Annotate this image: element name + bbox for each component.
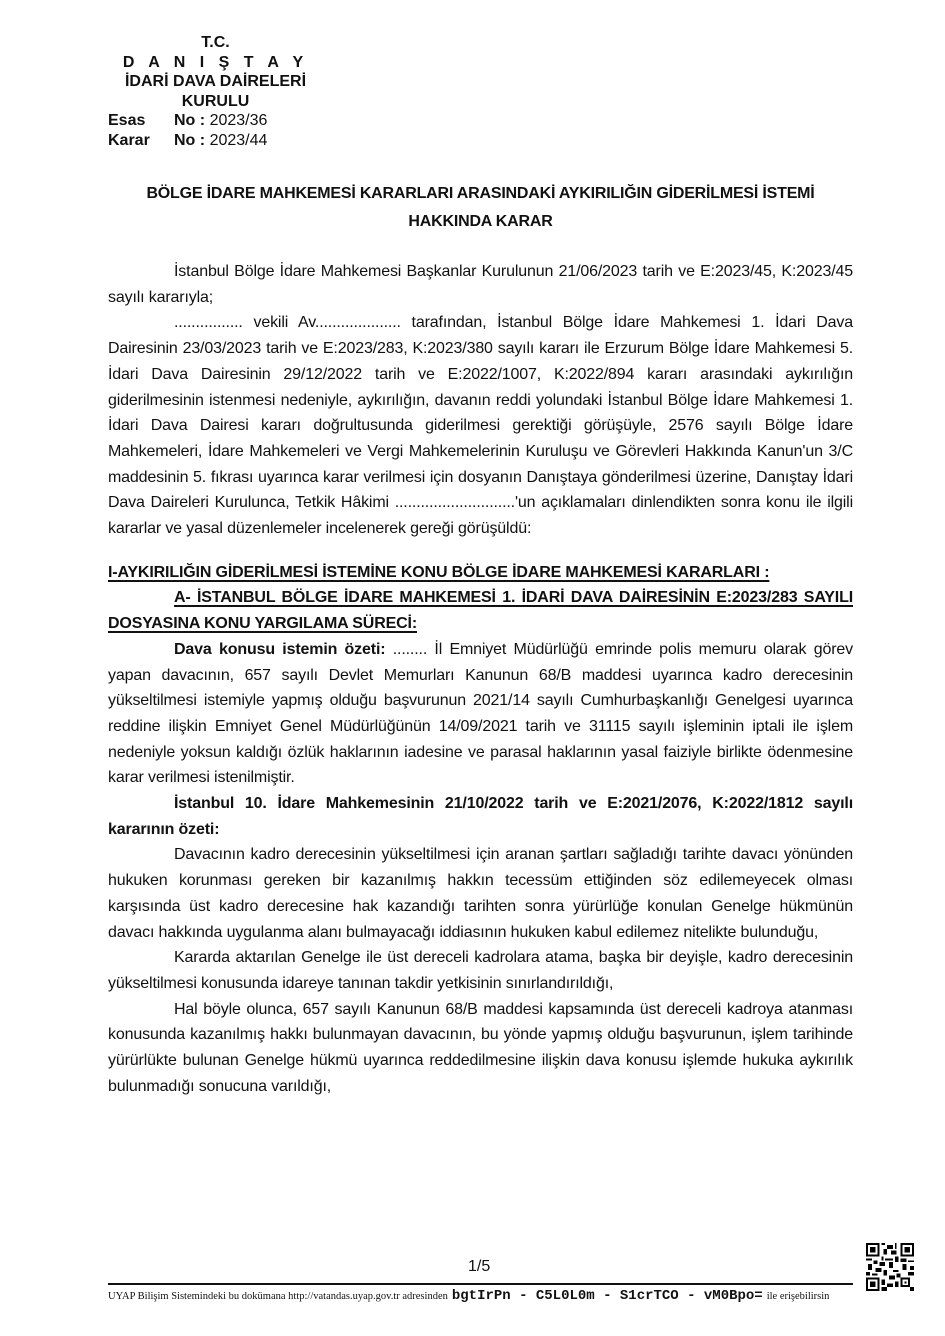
section-heading-1: I-AYKIRILIĞIN GİDERİLMESİ İSTEMİNE KONU BÖLGE İDARE MAHKEMESİ KARARLARI :	[108, 563, 770, 581]
header-board: KURULU	[181, 92, 250, 110]
esas-no-label: No :	[174, 112, 206, 129]
karar-no-label: No :	[174, 131, 206, 149]
footer-text-end: ile erişebilirsin	[766, 1291, 830, 1302]
esas-value: 2023/36	[209, 112, 268, 129]
paragraph-reasoning-3: Hal böyle olunca, 657 sayılı Kanunun 68/B maddesi kapsamında üst dereceli kadroya atanması konusunda kazanılmış hakkı bulunmayan davacının, bu yönde yapmış olduğu başvurunun, işlem tarihinde yürürlükte bulunan Genelge hükmü uyarınca reddedilmesine ilişkin dava konusu işlemde hukuka aykırılık bulunmadığı sonucuna varıldığı,	[108, 1000, 853, 1095]
paragraph-reasoning-1: Davacının kadro derecesinin yükseltilmesi için aranan şartları sağladığı tarihte davacı yönünden hukuken korunması gereken bir kazanılmış hakkın tecessüm ettiğinden söz edilemeyecek olması karşısında üst kadro derecesine hak kazandığı tarihten sonra yürürlüğe konulan Genelge hükmünün davacı hakkında uygulanma alanı bulmayacağı iddiasının hukuken kabul edilemez nitelikte bulunduğu,	[108, 846, 853, 941]
claim-summary-text: ........ İl Emniyet Müdürlüğü emrinde polis memuru olarak görev yapan davacının, 657 sayılı Devlet Memurları Kanunun 68/B maddesi uyarınca kadro derecesinin yükseltilmesi istemiyle yapmış olduğu başvurunun 2021/14 sayılı Cumhurbaşkanlığı Genelgesi uyarınca reddine ilişkin Emniyet Genel Müdürlüğünün 14/09/2021 tarih ve 31115 sayılı işleminin iptali ile işlem nedeniyle yoksun kaldığı özlük haklarının iadesine ve parasal haklarının yasal faiziyle birlikte ödenmesine karar verilmesi istenilmiştir.	[108, 640, 853, 787]
karar-value: 2023/44	[209, 131, 268, 149]
section-heading-1a: A- İSTANBUL BÖLGE İDARE MAHKEMESİ 1. İDARİ DAVA DAİRESİNİN E:2023/283 SAYILI DOSYASINA KONU YARGILAMA SÜRECİ:	[108, 589, 853, 633]
title-line-2: HAKKINDA KARAR	[408, 213, 553, 230]
page-number: 1/5	[468, 1258, 491, 1275]
title-line-1: BÖLGE İDARE MAHKEMESİ KARARLARI ARASINDAKİ AYKIRILIĞIN GİDERİLMESİ İSTEMİ	[146, 185, 815, 202]
paragraph-intro: İstanbul Bölge İdare Mahkemesi Başkanlar Kurulunun 21/06/2023 tarih ve E:2023/45, K:2023/45 sayılı kararıyla;	[108, 263, 853, 306]
document-title	[108, 180, 853, 236]
paragraph-court-decision-heading: İstanbul 10. İdare Mahkemesinin 21/10/2022 tarih ve E:2021/2076, K:2022/1812 sayılı kararının özeti:	[108, 795, 853, 838]
header-chamber: İDARİ DAVA DAİRELERİ	[124, 73, 307, 90]
karar-label: Karar	[108, 131, 150, 149]
paragraph-request: ................ vekili Av.................... tarafından, İstanbul Bölge İdare Mahkemesi 1. İdari Dava Dairesinin 23/03/2023 tarih ve E:2023/283, K:2023/380 sayılı kararı ile Erzurum Bölge İdare Mahkemesi 5. İdari Dava Dairesinin 29/12/2022 tarih ve E:2022/1007, K:2022/894 kararı arasındaki aykırılığın giderilmesinin istenmesi nedeniyle, aykırılığın, davanın reddi yolundaki İstanbul Bölge İdare Mahkemesi 1. İdari Dava Dairesi kararı doğrultusunda giderilmesi gerektiği görüşüyle, 2576 sayılı Bölge İdare Mahkemeleri, İdare Mahkemeleri ve Vergi Mahkemelerinin Kuruluşu ve Görevleri Hakkında Kanun'un 3/C maddesinin 5. fıkrası uyarınca karar verilmesi için dosyanın Danıştaya gönderilmesi üzerine, Danıştay İdari Dava Daireleri Kurulunca, Tetkik Hâkimi ............................'un açıklamaları dinlendikten sonra konu ile ilgili kararlar ve yasal düzenlemeler incelenerek gereği görüşüldü:	[108, 314, 853, 538]
paragraph-reasoning-2: Kararda aktarılan Genelge ile üst dereceli kadrolara atama, başka bir deyişle, kadro derecesinin yükseltilmesi konusunda idareye tanınan takdir yetkisinin sınırlandırıldığı,	[108, 949, 853, 992]
esas-number-row	[108, 111, 323, 131]
qr-code-icon	[866, 1243, 914, 1291]
esas-label: Esas	[108, 112, 146, 129]
header-tc: T.C.	[201, 34, 230, 51]
verification-code: bgtIrPn - C5L0L0m - S1crTCO - vM0Bpo=	[451, 1288, 763, 1304]
header-danistay: D A N I Ş T A Y	[122, 53, 309, 71]
footer-divider	[108, 1283, 853, 1285]
footer	[108, 1288, 868, 1304]
claim-summary-label: Dava konusu istemin özeti:	[174, 640, 386, 658]
paragraph-claim-summary	[108, 637, 853, 791]
karar-number-row	[108, 131, 323, 151]
document-header	[108, 33, 323, 150]
footer-text: UYAP Bilişim Sistemindeki bu dokümana http://vatandas.uyap.gov.tr adresinden	[108, 1291, 448, 1302]
document-body	[108, 259, 853, 1100]
